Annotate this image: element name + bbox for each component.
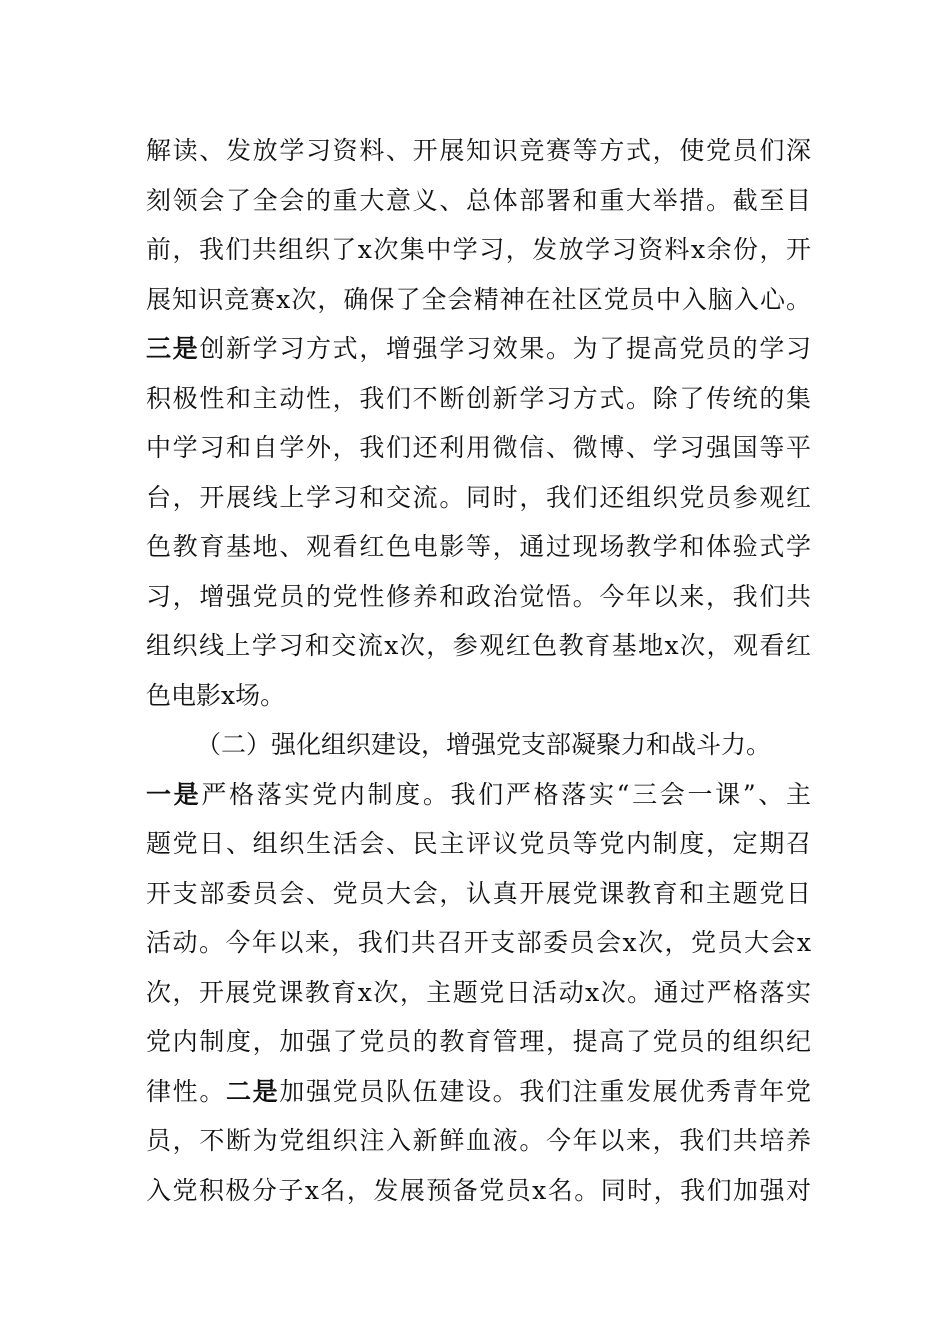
line-text: 前，我们共组织了x次集中学习，发放学习资料x余份，开 — [146, 235, 811, 264]
section-heading — [146, 720, 811, 770]
text-line — [146, 819, 811, 869]
text-line — [146, 275, 811, 325]
text-line — [146, 1116, 811, 1166]
point-lead-one: 一是 — [146, 779, 202, 809]
document-body — [146, 126, 811, 1215]
line-text: （二）强化组织建设，增强党支部凝聚力和战斗力。 — [196, 730, 772, 759]
line-text: 加强党员队伍建设。我们注重发展优秀青年党 — [279, 1076, 811, 1106]
line-text: 创新学习方式，增强学习效果。为了提高党员的学习 — [199, 334, 811, 363]
line-text: 题党日、组织生活会、民主评议党员等党内制度，定期召 — [146, 829, 811, 858]
text-line — [146, 473, 811, 523]
line-text: 展知识竞赛x次，确保了全会精神在社区党员中入脑入心。 — [146, 284, 811, 314]
text-line — [146, 671, 811, 721]
text-line — [146, 522, 811, 572]
point-lead-two: 二是 — [226, 1076, 280, 1106]
text-line — [146, 621, 811, 671]
line-text: 解读、发放学习资料、开展知识竞赛等方式，使党员们深 — [146, 136, 811, 165]
text-line — [146, 1067, 811, 1117]
line-text: 入党积极分子x名，发展预备党员x名。同时，我们加强对 — [146, 1175, 811, 1205]
line-text: 律性。 — [146, 1076, 226, 1106]
text-line — [146, 1166, 811, 1216]
text-line — [146, 770, 811, 820]
text-line — [146, 918, 811, 968]
line-text: 台，开展线上学习和交流。同时，我们还组织党员参观红 — [146, 482, 811, 512]
line-text: 员，不断为党组织注入新鲜血液。今年以来，我们共培养 — [146, 1126, 811, 1155]
text-line — [146, 374, 811, 424]
text-line — [146, 225, 811, 275]
line-text: 开支部委员会、党员大会，认真开展党课教育和主题党日 — [146, 878, 811, 908]
point-lead-three: 三是 — [146, 334, 200, 363]
line-text: 严格落实党内制度。我们严格落实“三会一课”、主 — [201, 779, 811, 809]
text-line — [146, 176, 811, 226]
line-text: 刻领会了全会的重大意义、总体部署和重大举措。截至目 — [146, 185, 811, 215]
line-text: 组织线上学习和交流x次，参观红色教育基地x次，观看红 — [146, 631, 811, 660]
line-text: 活动。今年以来，我们共召开支部委员会x次，党员大会x — [146, 928, 811, 957]
line-text: 习，增强党员的党性修养和政治觉悟。今年以来，我们共 — [146, 581, 811, 611]
text-line — [146, 968, 811, 1018]
text-line — [146, 126, 811, 176]
line-text: 色电影x场。 — [146, 680, 286, 710]
line-text: 色教育基地、观看红色电影等，通过现场教学和体验式学 — [146, 532, 811, 561]
text-line — [146, 324, 811, 374]
text-line — [146, 423, 811, 473]
line-text: 党内制度，加强了党员的教育管理，提高了党员的组织纪 — [146, 1027, 811, 1056]
line-text: 中学习和自学外，我们还利用微信、微博、学习强国等平 — [146, 433, 811, 462]
text-line — [146, 869, 811, 919]
text-line — [146, 572, 811, 622]
text-line — [146, 1017, 811, 1067]
line-text: 积极性和主动性，我们不断创新学习方式。除了传统的集 — [146, 383, 811, 413]
line-text: 次，开展党课教育x次，主题党日活动x次。通过严格落实 — [146, 977, 811, 1007]
